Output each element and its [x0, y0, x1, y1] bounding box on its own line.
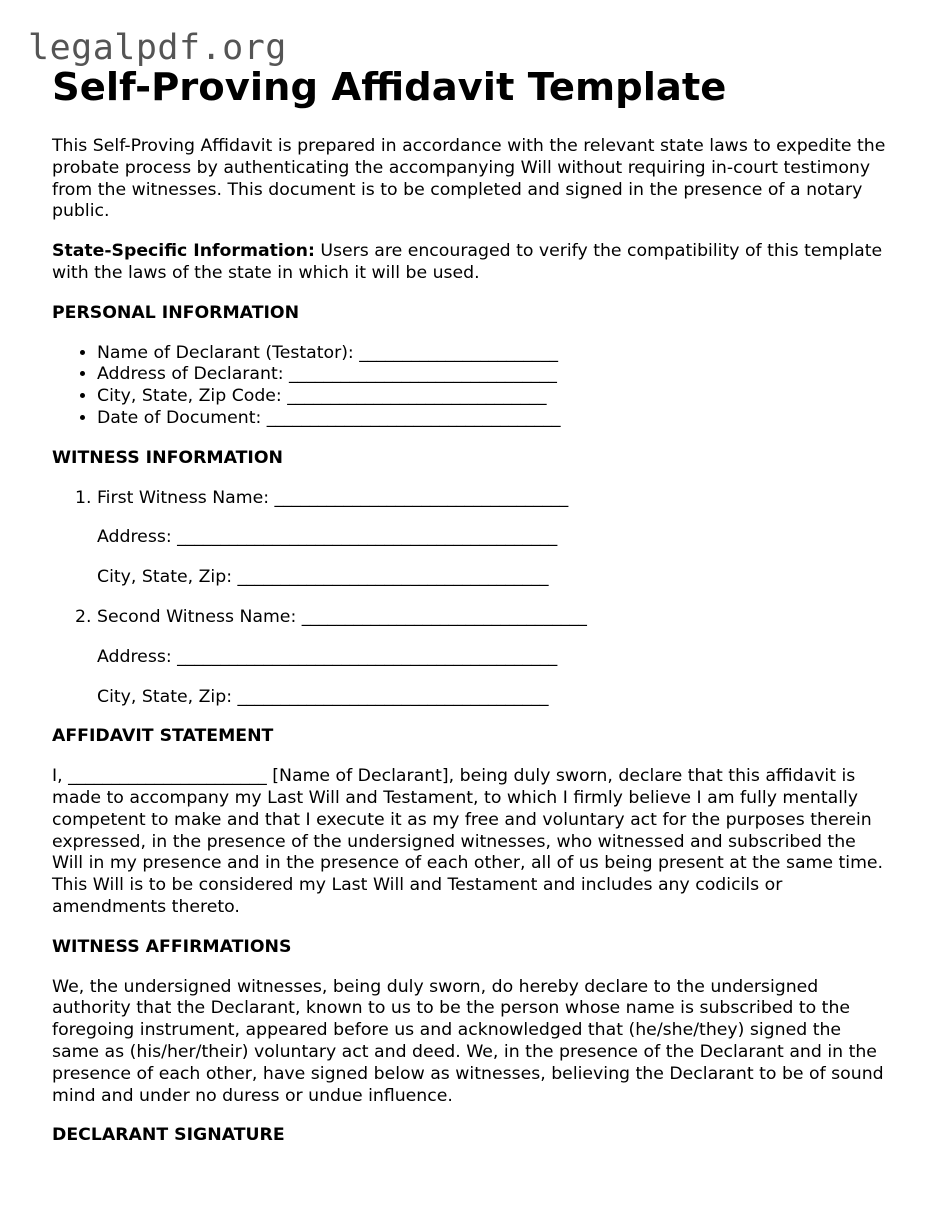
state-specific-paragraph [52, 241, 892, 285]
personal-information-heading: PERSONAL INFORMATION [52, 302, 300, 323]
first-witness-name-field: 1. First Witness Name: __________________________________ [97, 487, 569, 508]
declarant-city-field: • City, State, Zip Code: ______________________________ [97, 386, 892, 408]
state-specific-label: State-Specific Information: [52, 241, 315, 262]
document-content [52, 64, 892, 1147]
affidavit-statement-heading: AFFIDAVIT STATEMENT [52, 726, 274, 747]
intro-paragraph: This Self-Proving Affidavit is prepared in accordance with the relevant state laws to expedite the probate process by authenticating the accompanying Will without requiring in-court testimony from the witnesses. This document is to be completed and signed in the presence of a notary public. [52, 136, 886, 222]
second-witness-item [97, 607, 892, 708]
state-specific-text: Users are encouraged to verify the compatibility of this template with the laws of the state in which it will be used. [52, 241, 883, 283]
personal-information-list [52, 343, 892, 430]
second-witness-city-field: City, State, Zip: ____________________________________ [97, 686, 549, 707]
document-date-field: • Date of Document: __________________________________ [97, 408, 892, 430]
witness-affirmations-text: We, the undersigned witnesses, being duly sworn, do hereby declare to the undersigned authority that the Declarant, known to us to be the person whose name is subscribed to the foregoing instrument, appeared before us and acknowledged that (he/she/they) signed the same as (his/her/their) voluntary act and deed. We, in the presence of the Declarant and in the presence of each other, have signed below as witnesses, believing the Declarant to be of sound mind and under no duress or undue influence. [52, 976, 884, 1106]
first-witness-item [97, 488, 892, 589]
affidavit-statement-text: I, _______________________ [Name of Declarant], being duly sworn, declare that this affidavit is made to accompany my Last Will and Testament, to which I firmly believe I am fully mentally competent to make and that I execute it as my free and voluntary act for the purposes therein expressed, in the presence of the undersigned witnesses, who witnessed and subscribed the Will in my presence and in the presence of each other, all of us being present at the same time. This Will is to be considered my Last Will and Testament and includes any codicils or amendments thereto. [52, 766, 884, 917]
declarant-name-field: • Name of Declarant (Testator): _______________________ [97, 343, 892, 365]
second-witness-address-field: Address: ____________________________________________ [97, 646, 558, 667]
page-title: Self-Proving Affidavit Template [52, 65, 727, 110]
watermark: legalpdf.org [28, 28, 287, 68]
declarant-signature-heading: DECLARANT SIGNATURE [52, 1125, 285, 1146]
declarant-address-field: • Address of Declarant: _______________________________ [97, 364, 892, 386]
witness-information-heading: WITNESS INFORMATION [52, 447, 283, 468]
first-witness-city-field: City, State, Zip: ____________________________________ [97, 567, 549, 588]
second-witness-name-field: 2. Second Witness Name: _________________________________ [97, 606, 587, 627]
first-witness-address-field: Address: ____________________________________________ [97, 527, 558, 548]
witness-affirmations-heading: WITNESS AFFIRMATIONS [52, 936, 292, 957]
witness-list [52, 488, 892, 709]
